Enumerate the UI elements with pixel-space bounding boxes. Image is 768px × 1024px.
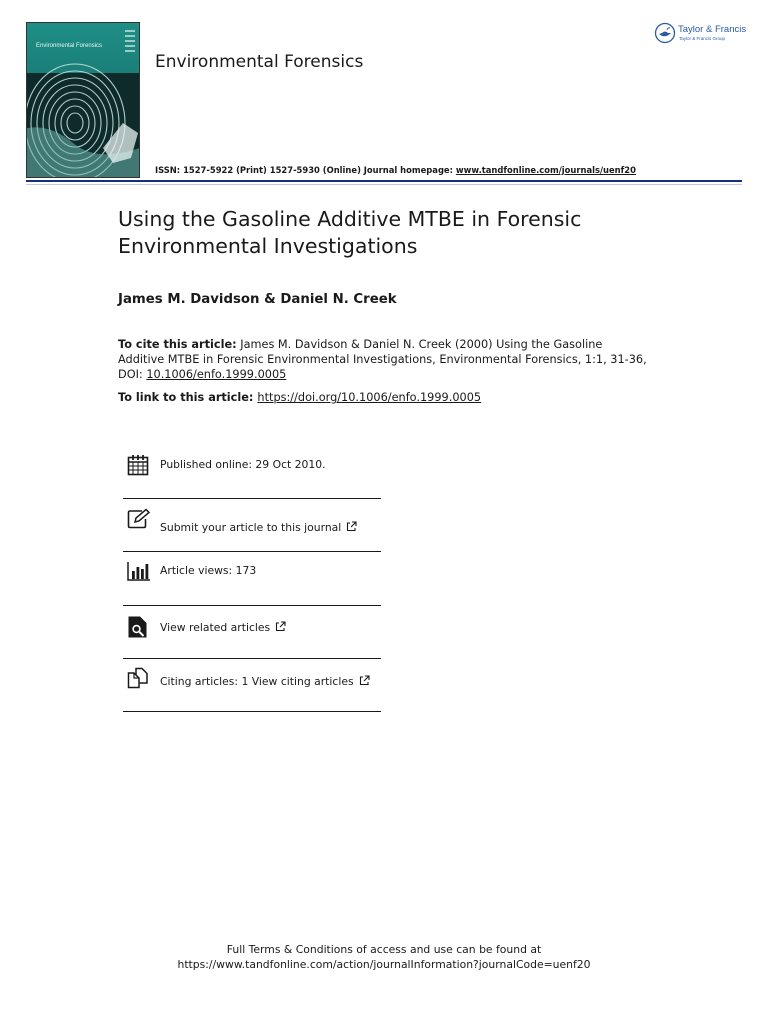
publisher-group: Taylor & Francis Group <box>679 36 726 41</box>
cite-doi-link[interactable]: 10.1006/enfo.1999.0005 <box>146 368 287 381</box>
issn-line <box>155 165 636 175</box>
article-doi-link[interactable]: https://doi.org/10.1006/enfo.1999.0005 <box>257 391 482 404</box>
taylor-francis-lamp-icon <box>654 22 676 44</box>
issn-text: ISSN: 1527-5922 (Print) 1527-5930 (Online) Journal homepage: <box>155 165 456 175</box>
journal-cover-image <box>26 22 140 178</box>
citing-row[interactable] <box>123 659 381 712</box>
article-title: Using the Gasoline Additive MTBE in Forensic Environmental Investigations <box>118 207 582 258</box>
header-rule-thin <box>26 184 742 185</box>
article-link-line <box>118 391 481 404</box>
article-views: Article views: 173 <box>160 564 257 577</box>
cite-text: James M. Davidson & Daniel N. Creek (2000) Using the Gasoline Additive MTBE in Forensic Environmental Investigations, Environmental Forensics, 1:1, 31-36, DOI: <box>118 338 647 381</box>
external-link-icon <box>359 675 370 686</box>
cite-label: To cite this article: <box>118 338 237 351</box>
related-articles-link[interactable] <box>160 621 286 634</box>
views-row <box>123 552 381 606</box>
calendar-icon <box>127 454 149 476</box>
external-link-icon <box>346 521 357 532</box>
citing-label: Citing articles: 1 View citing articles <box>160 675 354 688</box>
submit-row[interactable] <box>123 499 381 552</box>
terms-line: Full Terms & Conditions of access and use can be found at <box>226 943 542 956</box>
article-info-list <box>123 440 381 712</box>
journal-homepage-link[interactable]: www.tandfonline.com/journals/uenf20 <box>455 165 636 175</box>
citing-documents-icon <box>127 667 151 689</box>
header-rule <box>26 180 742 182</box>
external-link-icon <box>275 621 286 632</box>
citing-articles-link[interactable] <box>160 675 370 688</box>
edit-icon <box>127 508 151 530</box>
document-search-icon <box>127 615 149 639</box>
bar-chart-icon <box>127 561 151 581</box>
article-authors: James M. Davidson & Daniel N. Creek <box>118 292 397 307</box>
submit-label: Submit your article to this journal <box>160 521 342 534</box>
published-date: Published online: 29 Oct 2010. <box>160 458 326 471</box>
fingerprint-graphic <box>26 63 140 178</box>
cover-title: Environmental Forensics <box>36 43 103 49</box>
journal-name[interactable]: Environmental Forensics <box>155 52 364 72</box>
related-row[interactable] <box>123 606 381 659</box>
terms-url[interactable]: https://www.tandfonline.com/action/journalInformation?journalCode=uenf20 <box>177 958 591 971</box>
link-label: To link to this article: <box>118 391 254 404</box>
submit-article-link[interactable] <box>160 521 357 534</box>
citation-block <box>118 337 648 382</box>
related-label: View related articles <box>160 621 271 634</box>
terms-footer <box>0 942 768 972</box>
cover-side-text <box>123 27 137 65</box>
published-row <box>123 440 381 499</box>
publisher-name: Taylor & Francis <box>678 24 747 35</box>
